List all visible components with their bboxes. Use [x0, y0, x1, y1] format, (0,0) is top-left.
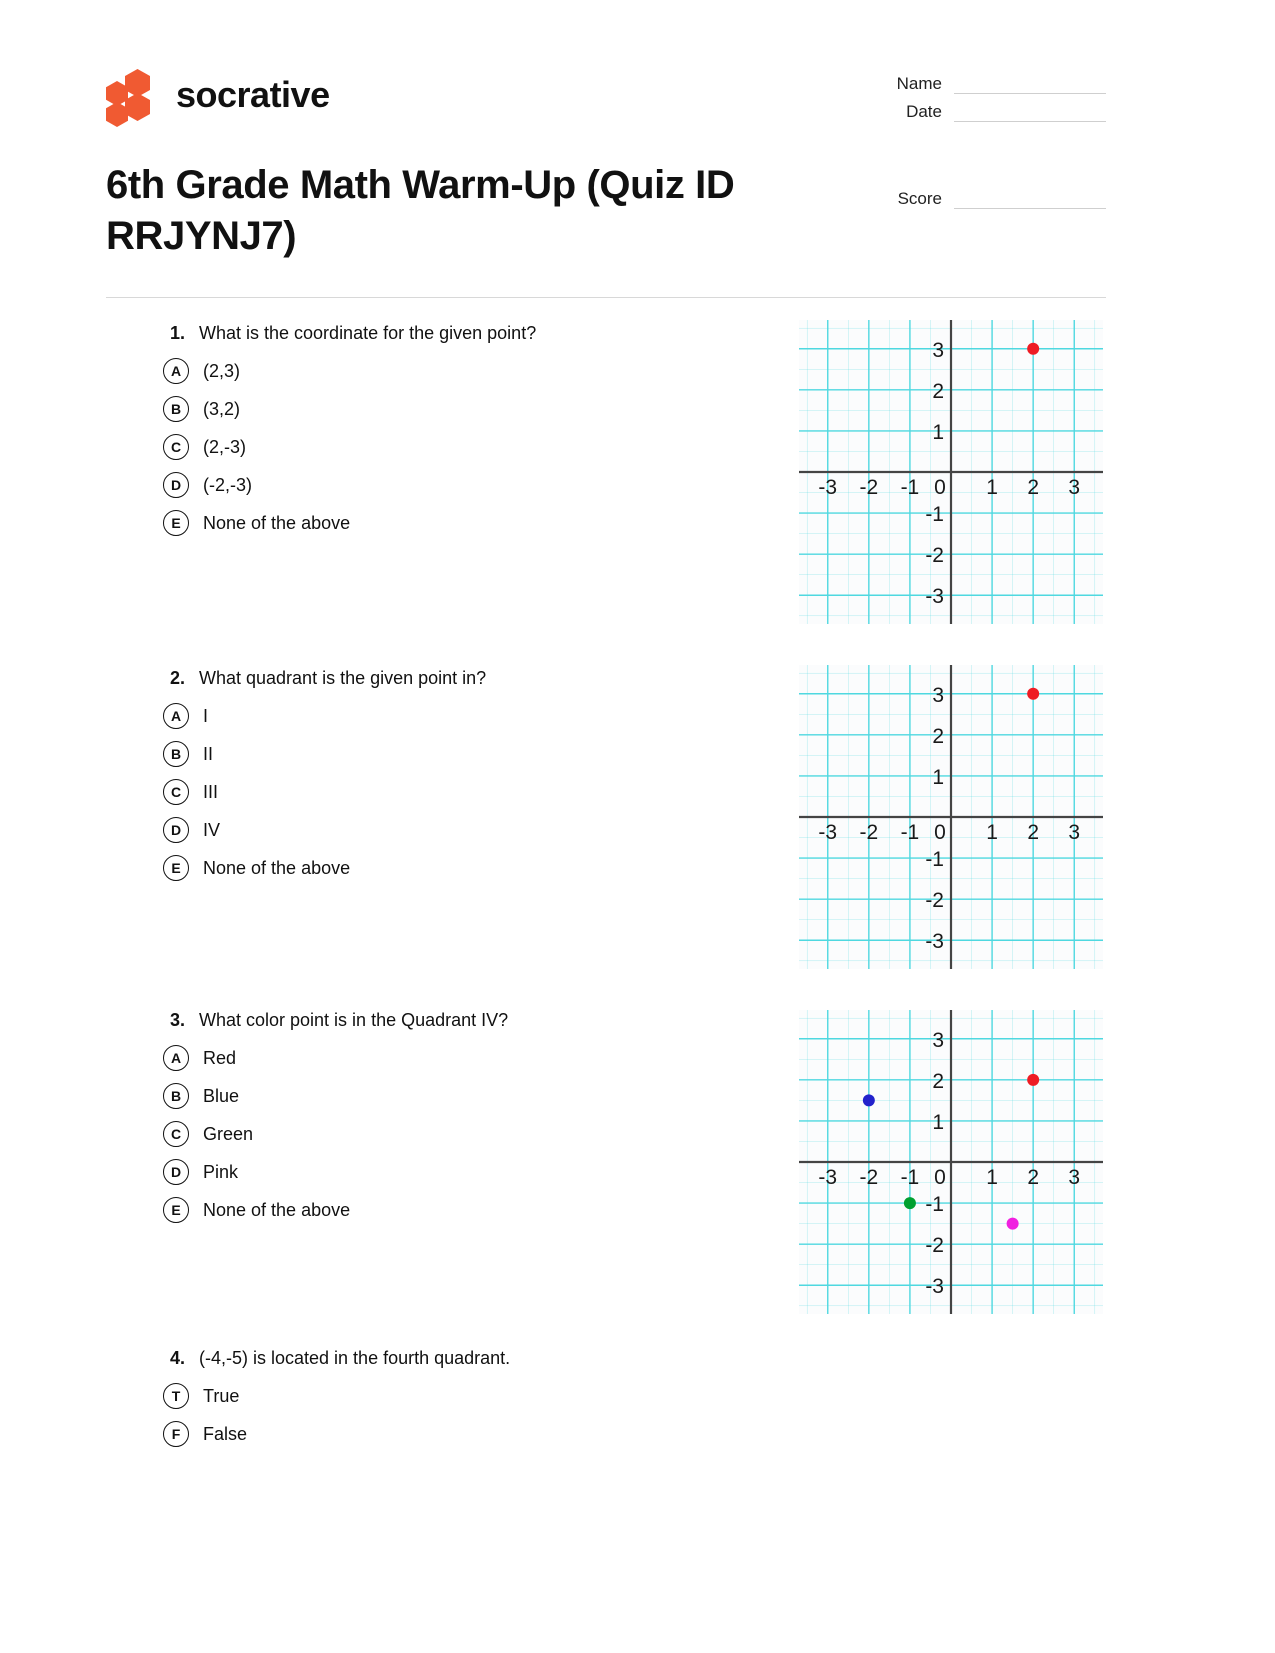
svg-text:2: 2	[1027, 476, 1040, 499]
answer-choice[interactable]	[163, 358, 763, 384]
answer-choice[interactable]	[163, 1045, 763, 1071]
answer-choice[interactable]	[163, 1121, 763, 1147]
question-content	[163, 665, 763, 881]
answer-label: (-2,-3)	[203, 474, 252, 495]
score-label: Score	[897, 189, 942, 208]
score-input[interactable]	[954, 189, 1106, 209]
answer-choice[interactable]	[163, 472, 763, 498]
graph-q3	[799, 1010, 1103, 1314]
answer-bubble[interactable]: D	[163, 1159, 189, 1185]
svg-text:2: 2	[932, 1069, 944, 1093]
answer-bubble[interactable]: T	[163, 1383, 189, 1409]
pink-point	[1007, 1218, 1019, 1230]
question-text: What quadrant is the given point in?	[199, 668, 487, 688]
answer-label: IV	[203, 819, 221, 840]
blue-point	[863, 1094, 875, 1106]
svg-text:0: 0	[934, 821, 946, 844]
answer-choice[interactable]	[163, 434, 763, 460]
svg-text:-3: -3	[818, 476, 838, 499]
answer-label: (2,-3)	[203, 436, 247, 457]
answer-bubble[interactable]: C	[163, 1121, 189, 1147]
question-number: 4.	[169, 1348, 185, 1368]
answer-bubble[interactable]: A	[163, 1045, 189, 1071]
answer-label: Green	[203, 1123, 254, 1144]
question-number: 1.	[169, 323, 185, 343]
red-point	[1027, 343, 1039, 355]
answer-label: None of the above	[203, 857, 351, 878]
answer-label: None of the above	[203, 1199, 351, 1220]
svg-text:3: 3	[932, 338, 944, 362]
svg-text:2: 2	[932, 724, 944, 748]
question-text: (-4,-5) is located in the fourth quadrant.	[199, 1348, 511, 1368]
answer-bubble[interactable]: D	[163, 472, 189, 498]
answer-label: True	[203, 1385, 240, 1406]
question-heading	[163, 665, 763, 691]
name-input[interactable]	[954, 74, 1106, 94]
svg-text:2: 2	[1027, 821, 1040, 844]
svg-text:-2: -2	[859, 476, 879, 499]
svg-text:-2: -2	[925, 544, 944, 568]
question-content	[163, 320, 763, 536]
answer-label: (3,2)	[203, 398, 241, 419]
question-content	[163, 1007, 763, 1223]
name-label: Name	[896, 74, 942, 93]
svg-text:-1: -1	[900, 1166, 920, 1189]
svg-text:2: 2	[1027, 1166, 1040, 1189]
answer-label: Pink	[203, 1161, 239, 1182]
answer-bubble[interactable]: C	[163, 779, 189, 805]
svg-text:-1: -1	[925, 848, 944, 872]
answer-label: Blue	[203, 1085, 240, 1106]
answer-bubble[interactable]: B	[163, 741, 189, 767]
svg-text:-3: -3	[818, 1166, 838, 1189]
question-content	[163, 1345, 763, 1447]
red-point	[1027, 688, 1039, 700]
answer-bubble[interactable]: A	[163, 358, 189, 384]
svg-text:1: 1	[932, 765, 944, 789]
answer-choice[interactable]	[163, 741, 763, 767]
answer-choice[interactable]	[163, 855, 763, 881]
logo-hex-3	[125, 93, 150, 121]
svg-text:-1: -1	[925, 1193, 944, 1217]
answer-bubble[interactable]: D	[163, 817, 189, 843]
svg-text:-1: -1	[925, 503, 944, 527]
svg-text:1: 1	[986, 476, 998, 499]
svg-text:1: 1	[932, 420, 944, 444]
date-input[interactable]	[954, 102, 1106, 122]
svg-text:-3: -3	[818, 821, 838, 844]
answer-bubble[interactable]: F	[163, 1421, 189, 1447]
answer-label: III	[203, 781, 219, 802]
svg-text:-2: -2	[859, 1166, 879, 1189]
page-header	[106, 60, 1106, 290]
svg-text:-3: -3	[925, 585, 944, 609]
svg-text:3: 3	[1068, 821, 1081, 844]
score-row	[796, 189, 1106, 209]
question-text: What is the coordinate for the given point?	[199, 323, 537, 343]
logo-hex-4	[106, 102, 128, 127]
student-info-fields	[796, 74, 1106, 217]
svg-text:-2: -2	[859, 821, 879, 844]
svg-text:0: 0	[934, 1166, 946, 1189]
svg-text:3: 3	[1068, 1166, 1081, 1189]
svg-text:-1: -1	[900, 476, 920, 499]
svg-text:3: 3	[932, 683, 944, 707]
svg-text:0: 0	[934, 476, 946, 499]
answer-label: (2,3)	[203, 360, 241, 381]
socrative-hexagon-logo-icon	[106, 68, 158, 122]
svg-text:2: 2	[932, 379, 944, 403]
answer-choice[interactable]	[163, 1083, 763, 1109]
answer-choice[interactable]	[163, 703, 763, 729]
date-row	[796, 102, 1106, 122]
question-heading	[163, 320, 763, 346]
green-point	[904, 1197, 916, 1209]
answer-bubble[interactable]: E	[163, 510, 189, 536]
question-number: 2.	[169, 668, 185, 688]
answer-choice[interactable]	[163, 1159, 763, 1185]
svg-text:3: 3	[932, 1028, 944, 1052]
answer-label: False	[203, 1423, 248, 1444]
answer-bubble[interactable]: E	[163, 855, 189, 881]
answer-label: II	[203, 743, 214, 764]
svg-text:1: 1	[932, 1110, 944, 1134]
answer-choice[interactable]	[163, 510, 763, 536]
answer-bubble[interactable]: B	[163, 1083, 189, 1109]
answer-choice[interactable]	[163, 1383, 763, 1409]
svg-text:1: 1	[986, 1166, 998, 1189]
graph-q2	[799, 665, 1103, 969]
svg-text:-3: -3	[925, 1275, 944, 1299]
answer-label: None of the above	[203, 512, 351, 533]
graph-q1	[799, 320, 1103, 624]
page-title: 6th Grade Math Warm-Up (Quiz ID RRJYNJ7)	[106, 163, 735, 259]
date-label: Date	[906, 102, 942, 121]
svg-text:3: 3	[1068, 476, 1081, 499]
answer-choice[interactable]	[163, 1421, 763, 1447]
answer-bubble[interactable]: E	[163, 1197, 189, 1223]
red-point	[1027, 1074, 1039, 1086]
question-text: What color point is in the Quadrant IV?	[199, 1010, 509, 1030]
answer-choice[interactable]	[163, 396, 763, 422]
question-number: 3.	[169, 1010, 185, 1030]
svg-text:-2: -2	[925, 1234, 944, 1258]
question-heading	[163, 1345, 763, 1371]
logo-hex-2	[125, 69, 150, 97]
svg-text:-3: -3	[925, 930, 944, 954]
answer-bubble[interactable]: B	[163, 396, 189, 422]
header-divider	[106, 297, 1106, 298]
answer-choice[interactable]	[163, 817, 763, 843]
answer-bubble[interactable]: A	[163, 703, 189, 729]
question-heading	[163, 1007, 763, 1033]
brand-name: socrative	[176, 74, 330, 115]
svg-text:-2: -2	[925, 889, 944, 913]
answer-label: Red	[203, 1047, 237, 1068]
brand	[106, 68, 330, 122]
svg-text:1: 1	[986, 821, 998, 844]
answer-choice[interactable]	[163, 1197, 763, 1223]
answer-label: I	[203, 705, 209, 726]
answer-choice[interactable]	[163, 779, 763, 805]
svg-text:-1: -1	[900, 821, 920, 844]
name-row	[796, 74, 1106, 94]
answer-bubble[interactable]: C	[163, 434, 189, 460]
